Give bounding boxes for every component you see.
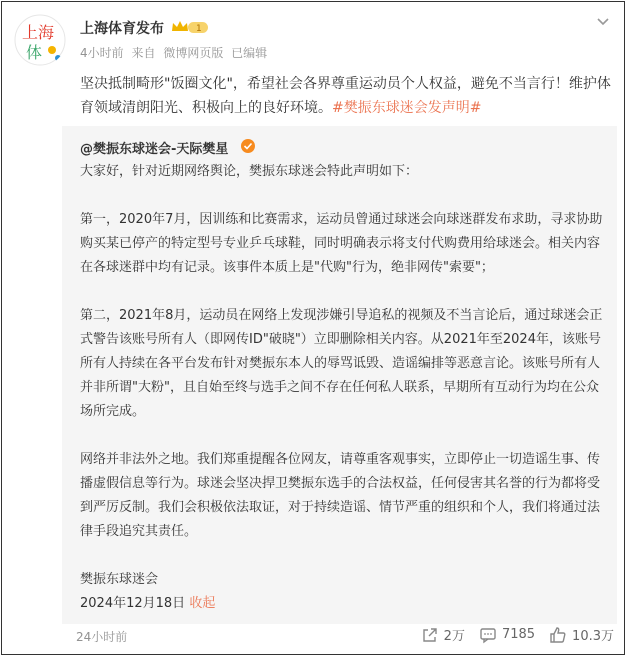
like-count: 10.3万 <box>572 629 614 644</box>
repost-footer <box>2 624 626 656</box>
statement-date-line <box>80 592 610 616</box>
statement-date: 2024年12月18日 <box>80 596 186 611</box>
source-prefix: 来自 <box>131 46 156 60</box>
vip-crown-icon <box>170 19 210 35</box>
account-name[interactable]: 上海体育发布 <box>80 21 164 37</box>
post-body: 坚决抵制畸形"饭圈文化"，希望社会各界尊重运动员个人权益，避免不当言行！维护体育领域清朗阳光、积极向上的良好环境。 <box>80 76 611 116</box>
post-meta <box>80 44 271 61</box>
avatar-text-bottom: 体 <box>26 43 43 62</box>
comment-count: 7185 <box>501 627 536 642</box>
share-count: 2万 <box>443 629 465 644</box>
comment-button[interactable] <box>479 626 535 644</box>
more-menu-button[interactable] <box>596 14 610 28</box>
repost-time[interactable]: 24小时前 <box>76 630 128 644</box>
like-icon <box>549 626 567 644</box>
weibo-card <box>1 1 625 655</box>
post-source[interactable]: 微博网页版 <box>163 46 224 60</box>
comment-icon <box>479 626 497 644</box>
repost-block <box>62 126 617 624</box>
edited-label[interactable]: 已编辑 <box>231 46 268 60</box>
like-button[interactable] <box>549 625 614 644</box>
verified-badge-icon <box>240 138 256 154</box>
statement-signature: 樊振东球迷会 <box>80 572 159 587</box>
share-button[interactable] <box>421 625 465 644</box>
avatar[interactable] <box>14 14 66 66</box>
statement-point-2: 第二，2021年8月，运动员在网络上发现涉嫌引导追私的视频及不当言论后，通过球迷会正式警告该账号所有人（即网传ID"破晓"）立即删除相关内容。从2021年至2024年，该账号所有人持续在各平台发布针对樊振东本人的辱骂诋毁、造谣编排等恶意言论。该账号所有人并非所谓"大粉"，且自始至终与选手之间不存在任何私人联系，早期所有互动行为均在公众场所完成。 <box>80 308 603 419</box>
repost-text <box>80 160 610 616</box>
avatar-logo <box>14 14 66 66</box>
vip-level: 1 <box>196 24 202 34</box>
chevron-down-icon <box>596 15 610 29</box>
collapse-link[interactable]: 收起 <box>189 596 216 611</box>
avatar-text-top: 上海 <box>22 23 55 42</box>
post-time[interactable]: 4小时前 <box>80 46 124 60</box>
statement-intro: 大家好，针对近期网络舆论，樊振东球迷会特此声明如下： <box>80 164 419 179</box>
post-text <box>80 72 615 120</box>
action-bar <box>421 625 614 644</box>
statement-point-1: 第一，2020年7月，因训练和比赛需求，运动员曾通过球迷会向球迷群发布求助，寻求协助购买某已停产的特定型号专业乒乓球鞋，同时明确表示将支付代购费用给球迷会。相关内容在各球迷群中均有记录。该事件本质上是"代购"行为，绝非网传"索要"； <box>80 212 603 275</box>
hashtag-link[interactable]: #樊振东球迷会发声明# <box>332 100 482 116</box>
statement-conclusion: 网络并非法外之地。我们郑重提醒各位网友，请尊重客观事实，立即停止一切造谣生事、传播虚假信息等行为。球迷会坚决捍卫樊振东选手的合法权益，任何侵害其名誉的行为都将受到严厉反制。我们会积极依法取证，对于持续造谣、情节严重的组织和个人，我们将通过法律手段追究其责任。 <box>80 452 601 539</box>
share-icon <box>421 626 439 644</box>
vip-badge[interactable] <box>170 19 210 35</box>
repost-author[interactable]: @樊振东球迷会-天际樊星 <box>80 142 229 157</box>
